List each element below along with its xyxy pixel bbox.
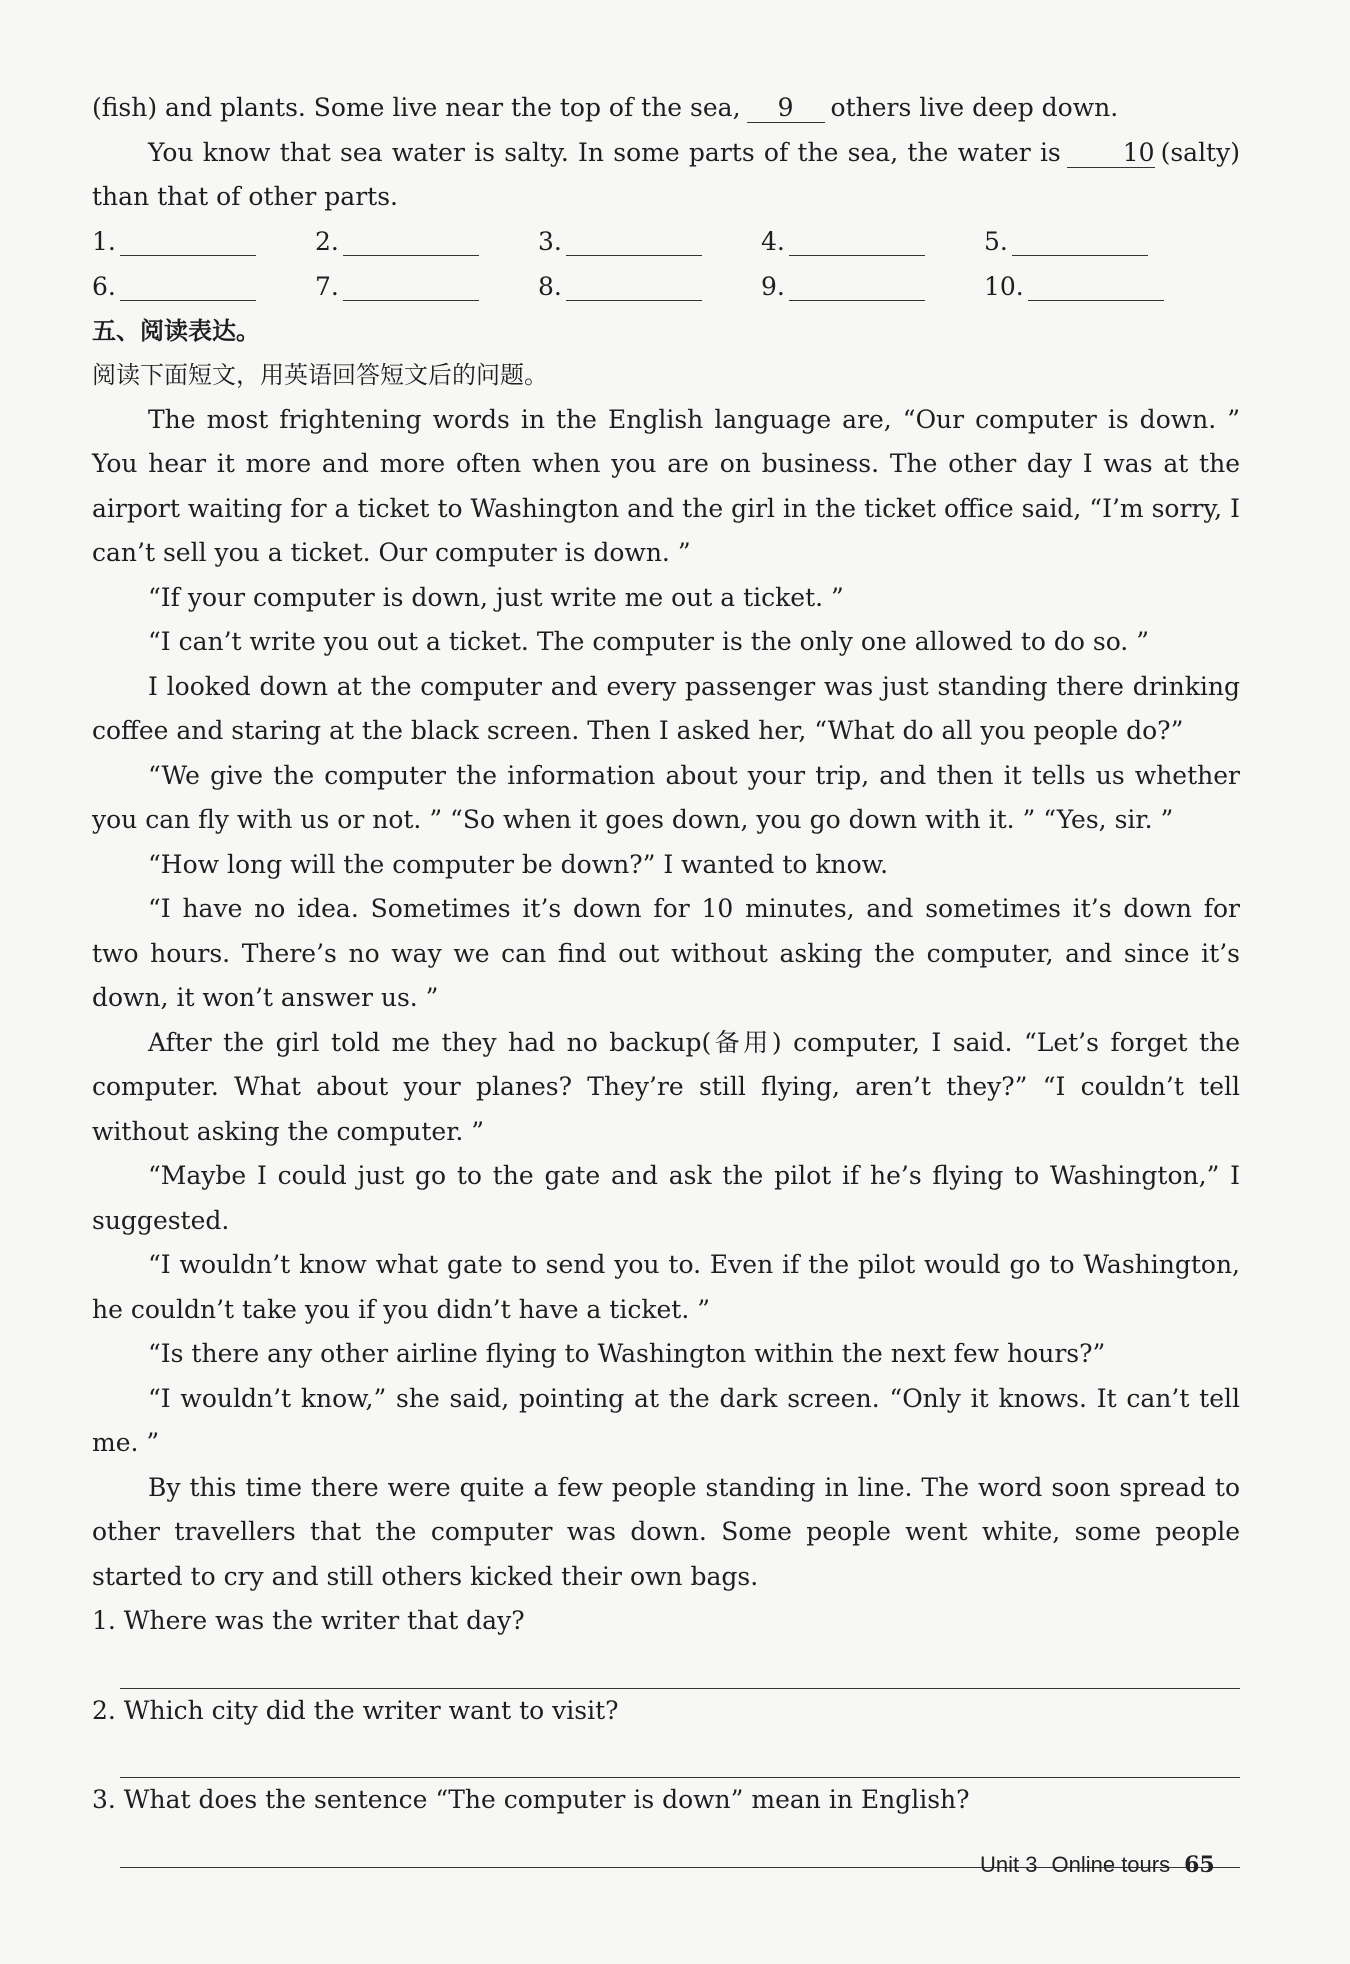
answer-slot-7[interactable] [315,273,538,309]
page-footer [980,1843,1215,1888]
answer-number: 1. [92,227,116,256]
answer-number: 9. [761,271,785,301]
cloze-paragraph-2-after: (salty) than that of other parts. [92,137,1240,211]
answer-number: 4. [761,227,785,256]
passage-paragraph-4: I looked down at the computer and every passenger was just standing there drinking coffee and staring at the black screen. Then I asked her, “What do all you people do?” [92,671,1240,745]
answer-number: 5. [984,227,1008,256]
question-2: 2. Which city did the writer want to visit? [92,1695,619,1725]
passage-paragraph-5: “We give the computer the information about your trip, and then it tells us whether you can fly with us or not. ” “So when it goes down, you go down with it. ” “Yes, sir. ” [92,760,1240,834]
answer-line[interactable] [120,280,256,301]
question-3: 3. What does the sentence “The computer is down” mean in English? [92,1785,970,1814]
cloze-paragraph-2 [92,131,1240,220]
answer-number: 2. [315,227,339,256]
cloze-line-1-before: (fish) and plants. Some live near the top of the sea, [92,93,741,122]
answer-line[interactable] [789,235,925,256]
answer-line[interactable] [343,235,479,256]
answer-line[interactable] [343,280,479,301]
answer-number: 6. [92,271,116,301]
answer-line[interactable] [566,235,702,256]
cloze-line-1-after: others live deep down. [830,93,1119,122]
answer-number: 7. [315,271,339,301]
answer-slot-6[interactable] [92,273,315,309]
answer-number: 8. [538,271,562,301]
passage-paragraph-10: “I wouldn’t know what gate to send you to. Even if the pilot would go to Washington, he couldn’t take you if you didn’t have a ticket. ” [92,1250,1240,1324]
cloze-blank-9: 9 [747,94,825,123]
section-title: 五、阅读表达。 [92,316,260,345]
cloze-line-1 [92,86,1240,131]
answer-line[interactable] [120,235,256,256]
footer-title: Online tours [1051,1852,1171,1877]
question-2-answer-line[interactable] [120,1733,1240,1778]
answer-row-1 [92,220,1240,265]
answer-slot-5[interactable] [984,228,1207,264]
answer-line[interactable] [789,280,925,301]
answer-slot-1[interactable] [92,228,315,264]
cloze-paragraph-2-before: You know that sea water is salty. In some parts of the sea, the water is [148,137,1061,167]
answer-slot-2[interactable] [315,228,538,264]
footer-unit: Unit 3 [980,1852,1038,1877]
answer-number: 10. [984,271,1024,301]
answer-line[interactable] [1028,280,1164,301]
passage-paragraph-7: “I have no idea. Sometimes it’s down for 10 minutes, and sometimes it’s down for two hours. There’s no way we can find out without asking the computer, and since it’s down, it won’t answer us. ” [92,894,1240,1012]
passage-paragraph-9: “Maybe I could just go to the gate and ask the pilot if he’s flying to Washington,” I suggested. [92,1161,1240,1235]
answer-slot-3[interactable] [538,228,761,264]
answer-slot-9[interactable] [761,273,984,309]
passage-paragraph-13: By this time there were quite a few people standing in line. The word soon spread to other travellers that the computer was down. Some people went white, some people started to cry and still others kicked their own bags. [92,1472,1240,1591]
answer-row-2 [92,264,1240,309]
passage-paragraph-2: “If your computer is down, just write me out a ticket. ” [148,582,844,612]
passage-paragraph-1: The most frightening words in the English language are, “Our computer is down. ” You hear it more and more often when you are on business. The other day I was at the airport waiting for a ticket to Washington and the girl in the ticket office said, “I’m sorry, I can’t sell you a ticket. Our computer is down. ” [92,404,1240,567]
question-1: 1. Where was the writer that day? [92,1606,525,1635]
cloze-blank-10: 10 [1067,139,1155,168]
passage-paragraph-12: “I wouldn’t know,” she said, pointing at the dark screen. “Only it knows. It can’t tell me. ” [92,1383,1240,1457]
passage-paragraph-11: “Is there any other airline flying to Washington within the next few hours?” [148,1339,1106,1368]
answer-slot-8[interactable] [538,273,761,309]
answer-slot-10[interactable] [984,273,1207,309]
passage-paragraph-8: After the girl told me they had no backup(备用) computer, I said. “Let’s forget the computer. What about your planes? They’re still flying, aren’t they?” “I couldn’t tell without asking the computer. ” [92,1027,1240,1146]
answer-slot-4[interactable] [761,228,984,264]
passage-paragraph-3: “I can’t write you out a ticket. The computer is the only one allowed to do so. ” [148,627,1149,656]
answer-number: 3. [538,227,562,256]
section-instruction: 阅读下面短文，用英语回答短文后的问题。 [92,361,548,389]
page-number: 65 [1184,1852,1215,1878]
answer-line[interactable] [566,280,702,301]
answer-line[interactable] [1012,235,1148,256]
passage-paragraph-6: “How long will the computer be down?” I wanted to know. [148,849,889,879]
question-1-answer-line[interactable] [120,1644,1240,1689]
